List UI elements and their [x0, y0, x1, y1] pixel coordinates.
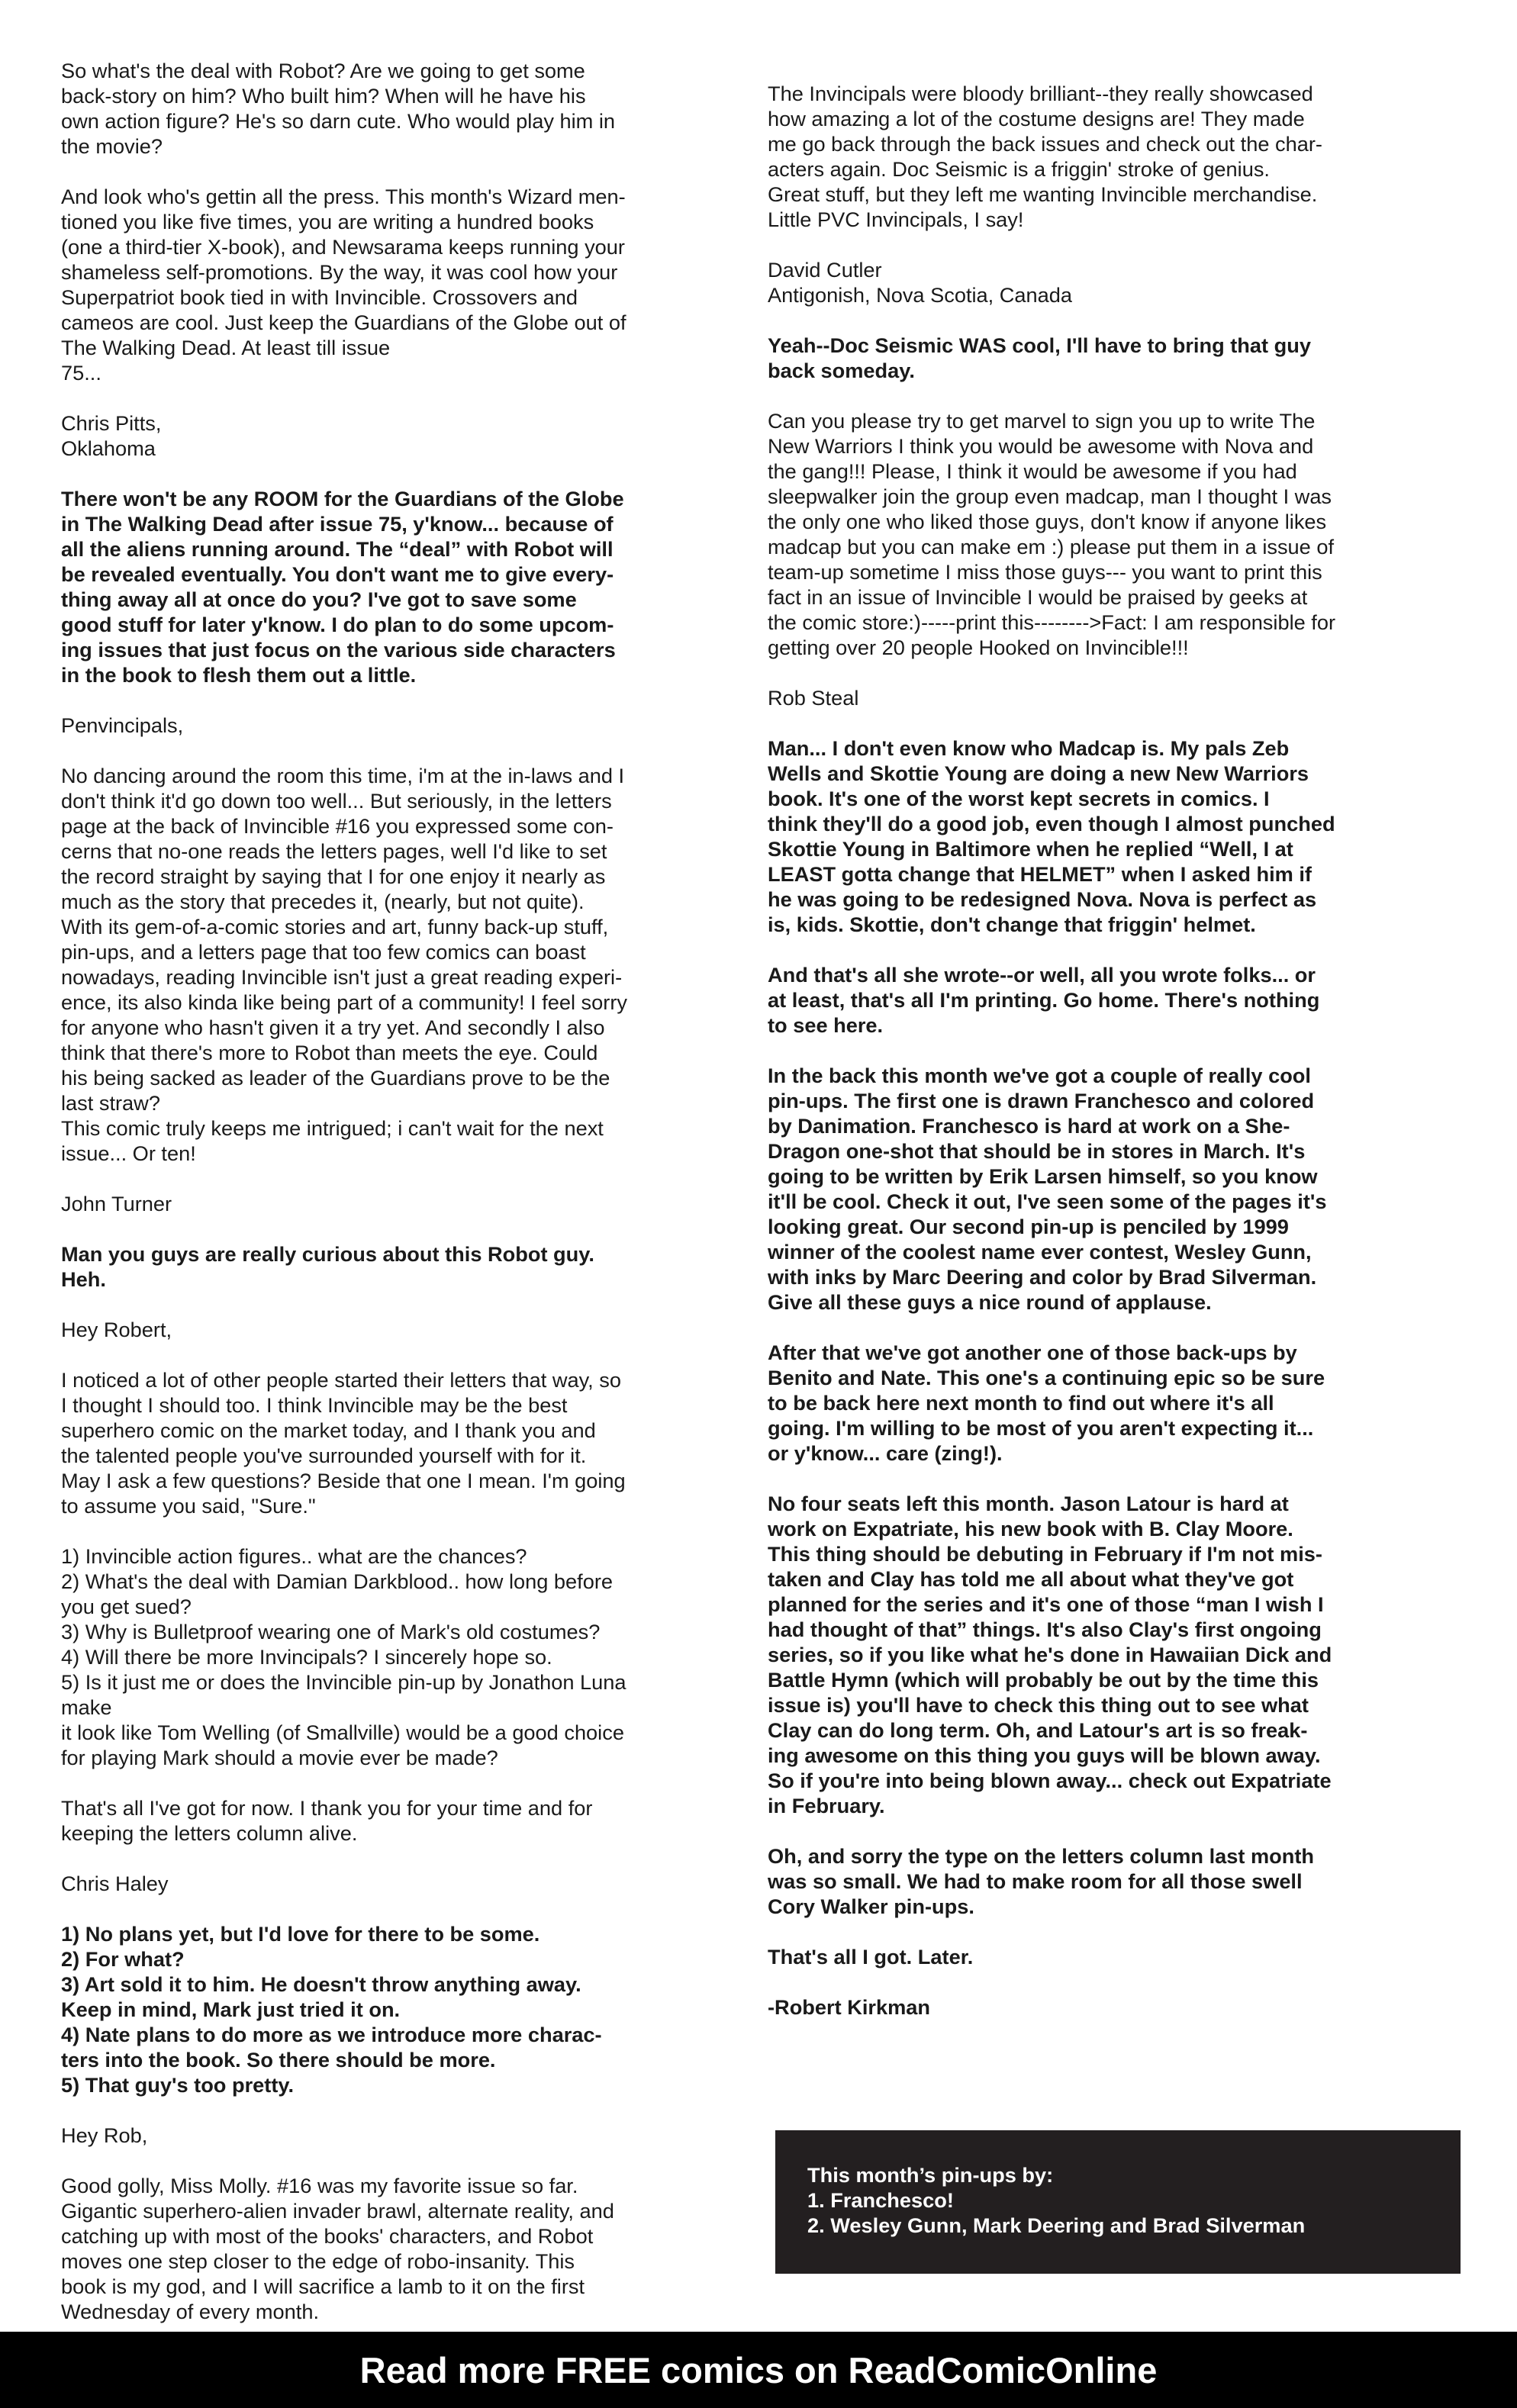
text-line: Chris Haley [61, 1872, 169, 1895]
text-line: pin-ups. The first one is drawn Franchesco and colored [768, 1089, 1315, 1112]
text-line: me go back through the back issues and check out the char- [768, 132, 1322, 156]
text-line: much as the story that precedes it, (nearly, but not quite). [61, 890, 585, 913]
text-line: Antigonish, Nova Scotia, Canada [768, 283, 1072, 307]
text-line: how amazing a lot of the costume designs are! They made [768, 107, 1305, 130]
text-line: Skottie Young in Baltimore when he replied “Well, I at [768, 837, 1293, 861]
text-line: No four seats left this month. Jason Latour is hard at [768, 1492, 1289, 1515]
text-line: That's all I've got for now. I thank you for your time and for [61, 1796, 593, 1820]
letter-paragraph [61, 58, 733, 159]
text-line: There won't be any ROOM for the Guardians of the Globe [61, 487, 624, 510]
text-line: the comic store:)-----print this-------->Fact: I am responsible for [768, 610, 1336, 634]
text-line: Man... I don't even know who Madcap is. My pals Zeb [768, 736, 1290, 760]
text-line: to assume you said, "Sure." [61, 1494, 316, 1518]
text-line: the gang!!! Please, I think it would be awesome if you had [768, 459, 1297, 483]
text-line: at least, that's all I'm printing. Go home. There's nothing [768, 988, 1320, 1012]
text-line: think that there's more to Robot than meets the eye. Could [61, 1041, 598, 1064]
text-line: 2) What's the deal with Damian Darkblood.. how long before [61, 1569, 614, 1593]
text-line: I noticed a lot of other people started their letters that way, so [61, 1368, 621, 1392]
text-line: with inks by Marc Deering and color by Brad Silverman. [768, 1265, 1317, 1289]
text-line: 1) Invincible action figures.. what are the chances? [61, 1544, 527, 1568]
text-line: Wednesday of every month. [61, 2300, 320, 2323]
text-line: pin-ups, and a letters page that too few comics can boast [61, 940, 586, 964]
text-line: last straw? [61, 1091, 160, 1115]
text-line: the only one who liked those guys, don't know if anyone likes [768, 510, 1327, 533]
letter-paragraph [768, 685, 1439, 710]
letter-paragraph [61, 2123, 733, 2148]
text-line: Great stuff, but they left me wanting Invincible merchandise. [768, 182, 1318, 206]
text-line: the movie? [61, 134, 163, 158]
text-line: keeping the letters column alive. [61, 1821, 358, 1845]
text-line: Hey Rob, [61, 2123, 148, 2147]
pinup-credit-2: 2. Wesley Gunn, Mark Deering and Brad Silverman [807, 2213, 1306, 2237]
text-line: 75... [61, 361, 101, 385]
text-line: And look who's gettin all the press. This month's Wizard men- [61, 185, 626, 208]
text-line: going to be written by Erik Larsen himself, so you know [768, 1164, 1318, 1188]
text-line: it'll be cool. Check it out, I've seen some of the pages it's [768, 1190, 1327, 1213]
text-line: back-story on him? Who built him? When will he have his [61, 84, 586, 108]
text-line: is, kids. Skottie, don't change that friggin' helmet. [768, 913, 1256, 936]
letter-paragraph [61, 410, 733, 461]
text-line: Dragon one-shot that should be in stores in March. It's [768, 1139, 1306, 1163]
letter-paragraph [61, 1191, 733, 1216]
editor-response [768, 736, 1439, 937]
footer-link-text[interactable]: Read more FREE comics on ReadComicOnline [359, 2349, 1158, 2390]
text-line: -Robert Kirkman [768, 1995, 930, 2019]
text-line: With its gem-of-a-comic stories and art, funny back-up stuff, [61, 915, 609, 938]
letter-paragraph [61, 713, 733, 738]
text-line: had thought of that” things. It's also Clay's first ongoing [768, 1618, 1322, 1641]
text-line: tioned you like five times, you are writing a hundred books [61, 210, 594, 233]
text-line: 4) Will there be more Invincipals? I sincerely hope so. [61, 1645, 552, 1669]
left-letters-column [61, 58, 733, 2324]
text-line: own action figure? He's so darn cute. Who would play him in [61, 109, 616, 133]
letter-paragraph [61, 184, 733, 385]
text-line: After that we've got another one of those back-ups by [768, 1341, 1297, 1364]
text-line: book is my god, and I will sacrifice a lamb to it on the first [61, 2274, 585, 2298]
text-line: Superpatriot book tied in with Invincible. Crossovers and [61, 285, 578, 309]
letter-paragraph [61, 1367, 733, 1518]
text-line: Hey Robert, [61, 1318, 172, 1341]
text-line: cerns that no-one reads the letters pages, well I'd like to set [61, 839, 607, 863]
text-line: issue... Or ten! [61, 1141, 196, 1165]
text-line: In the back this month we've got a couple of really cool [768, 1064, 1311, 1087]
text-line: getting over 20 people Hooked on Invincible!!! [768, 636, 1189, 659]
text-line: 1) No plans yet, but I'd love for there to be some. [61, 1922, 540, 1946]
text-line: looking great. Our second pin-up is penciled by 1999 [768, 1215, 1289, 1238]
text-line: Oklahoma [61, 436, 156, 460]
text-line: for anyone who hasn't given it a try yet. And secondly I also [61, 1016, 605, 1039]
text-line: don't think it'd go down too well... But seriously, in the letters [61, 789, 612, 813]
text-line: Penvincipals, [61, 713, 184, 737]
editor-response [768, 1491, 1439, 1818]
text-line: ing awesome on this thing you guys will be blown away. [768, 1743, 1321, 1767]
text-line: (one a third-tier X-book), and Newsarama keeps running your [61, 235, 625, 259]
text-line: Good golly, Miss Molly. #16 was my favorite issue so far. [61, 2174, 578, 2197]
text-line: 3) Art sold it to him. He doesn't throw anything away. [61, 1972, 581, 1996]
footer-banner [0, 2332, 1517, 2408]
text-line: the talented people you've surrounded yourself with for it. [61, 1444, 587, 1467]
pinup-credits-box [775, 2130, 1461, 2274]
editor-response [61, 486, 733, 687]
editor-response [768, 1063, 1439, 1315]
text-line: I thought I should too. I think Invincible may be the best [61, 1393, 568, 1417]
pinup-credit-1: 1. Franchesco! [807, 2188, 954, 2212]
text-line: Yeah--Doc Seismic WAS cool, I'll have to bring that guy [768, 333, 1311, 357]
text-line: it look like Tom Welling (of Smallville) would be a good choice [61, 1721, 624, 1744]
editor-response [768, 1340, 1439, 1466]
text-line: the record straight by saying that I for one enjoy it nearly as [61, 864, 606, 888]
text-line: Man you guys are really curious about this Robot guy. [61, 1242, 594, 1266]
text-line: to be back here next month to find out where it's all [768, 1391, 1274, 1415]
editor-response [768, 962, 1439, 1038]
text-line: So what's the deal with Robot? Are we going to get some [61, 59, 585, 82]
editor-response [768, 1994, 1439, 2020]
text-line: 4) Nate plans to do more as we introduce more charac- [61, 2023, 602, 2046]
text-line: This thing should be debuting in February if I'm not mis- [768, 1542, 1322, 1566]
text-line: or y'know... care (zing!). [768, 1441, 1003, 1465]
letter-paragraph [768, 257, 1439, 307]
text-line: David Cutler [768, 258, 882, 282]
text-line: So if you're into being blown away... check out Expatriate [768, 1769, 1332, 1792]
text-line: all the aliens running around. The “deal” with Robot will [61, 537, 614, 561]
text-line: in the book to flesh them out a little. [61, 663, 417, 687]
text-line: for playing Mark should a movie ever be made? [61, 1746, 498, 1769]
text-line: No dancing around the room this time, i'm at the in-laws and I [61, 764, 625, 787]
text-line: ence, its also kinda like being part of a community! I feel sorry [61, 990, 627, 1014]
text-line: was so small. We had to make room for all those swell [768, 1869, 1303, 1893]
text-line: Benito and Nate. This one's a continuing epic so be sure [768, 1366, 1325, 1389]
text-line: Battle Hymn (which will probably be out by the time this [768, 1668, 1319, 1692]
text-line: 3) Why is Bulletproof wearing one of Mark's old costumes? [61, 1620, 601, 1643]
editor-response [768, 1944, 1439, 1969]
editor-response [61, 1241, 733, 1292]
text-line: acters again. Doc Seismic is a friggin' stroke of genius. [768, 157, 1270, 181]
text-line: in February. [768, 1794, 885, 1817]
text-line: ing issues that just focus on the various side characters [61, 638, 616, 662]
text-line: Give all these guys a nice round of applause. [768, 1290, 1212, 1314]
text-line: May I ask a few questions? Beside that one I mean. I'm going [61, 1469, 626, 1492]
text-line: planned for the series and it's one of those “man I wish I [768, 1592, 1324, 1616]
text-line: in The Walking Dead after issue 75, y'know... because of [61, 512, 614, 536]
text-line: 5) That guy's too pretty. [61, 2073, 295, 2097]
text-line: sleepwalker join the group even madcap, man I thought I was [768, 484, 1332, 508]
text-line: make [61, 1695, 112, 1719]
text-line: you get sued? [61, 1595, 192, 1618]
text-line: going. I'm willing to be most of you aren't expecting it... [768, 1416, 1314, 1440]
text-line: New Warriors I think you would be awesome with Nova and [768, 434, 1314, 458]
text-line: Little PVC Invincipals, I say! [768, 208, 1024, 231]
letter-paragraph [61, 1544, 733, 1770]
text-line: taken and Clay has told me all about what they've got [768, 1567, 1294, 1591]
text-line: ters into the book. So there should be more. [61, 2048, 496, 2072]
text-line: Chris Pitts, [61, 411, 162, 435]
text-line: catching up with most of the books' characters, and Robot [61, 2224, 594, 2248]
text-line: Can you please try to get marvel to sign you up to write The [768, 409, 1316, 433]
text-line: team-up sometime I miss those guys--- you want to print this [768, 560, 1322, 584]
text-line: Oh, and sorry the type on the letters column last month [768, 1844, 1315, 1868]
text-line: be revealed eventually. You don't want me to give every- [61, 562, 614, 586]
letter-paragraph [61, 2173, 733, 2324]
text-line: And that's all she wrote--or well, all you wrote folks... or [768, 963, 1316, 987]
text-line: Wells and Skottie Young are doing a new New Warriors [768, 761, 1309, 785]
text-line: Clay can do long term. Oh, and Latour's art is so freak- [768, 1718, 1308, 1742]
letter-paragraph [61, 763, 733, 1166]
text-line: The Walking Dead. At least till issue [61, 336, 391, 359]
text-line: book. It's one of the worst kept secrets in comics. I [768, 787, 1270, 810]
pinup-heading: This month’s pin-ups by: [807, 2163, 1054, 2187]
text-line: moves one step closer to the edge of robo-insanity. This [61, 2249, 575, 2273]
text-line: That's all I got. Later. [768, 1945, 974, 1969]
text-line: LEAST gotta change that HELMET” when I asked him if [768, 862, 1312, 886]
text-line: shameless self-promotions. By the way, it was cool how your [61, 260, 618, 284]
text-line: thing away all at once do you? I've got to save some [61, 588, 577, 611]
text-line: back someday. [768, 359, 915, 382]
editor-response [61, 1921, 733, 2097]
letter-paragraph [768, 408, 1439, 660]
text-line: issue is) you'll have to check this thing out to see what [768, 1693, 1309, 1717]
right-letters-column [768, 81, 1439, 2020]
text-line: think they'll do a good job, even though I almost punched [768, 812, 1335, 835]
text-line: John Turner [61, 1192, 172, 1215]
letter-paragraph [61, 1795, 733, 1846]
text-line: nowadays, reading Invincible isn't just a great reading experi- [61, 965, 623, 989]
text-line: Cory Walker pin-ups. [768, 1895, 974, 1918]
text-line: work on Expatriate, his new book with B. Clay Moore. [768, 1517, 1293, 1540]
editor-response [768, 333, 1439, 383]
text-line: winner of the coolest name ever contest, Wesley Gunn, [768, 1240, 1312, 1264]
text-line: Heh. [61, 1267, 106, 1291]
text-line: good stuff for later y'know. I do plan to do some upcom- [61, 613, 614, 636]
text-line: page at the back of Invincible #16 you expressed some con- [61, 814, 614, 838]
text-line: cameos are cool. Just keep the Guardians of the Globe out of [61, 311, 626, 334]
letter-paragraph [61, 1317, 733, 1342]
text-line: 2) For what? [61, 1947, 185, 1971]
text-line: his being sacked as leader of the Guardians prove to be the [61, 1066, 610, 1090]
text-line: Rob Steal [768, 686, 859, 710]
text-line: 5) Is it just me or does the Invincible pin-up by Jonathon Luna [61, 1670, 626, 1694]
editor-response [768, 1843, 1439, 1919]
text-line: This comic truly keeps me intrigued; i can't wait for the next [61, 1116, 604, 1140]
letter-paragraph [61, 1871, 733, 1896]
text-line: by Danimation. Franchesco is hard at work on a She- [768, 1114, 1290, 1138]
text-line: fact in an issue of Invincible I would be praised by geeks at [768, 585, 1308, 609]
text-line: to see here. [768, 1013, 884, 1037]
text-line: Keep in mind, Mark just tried it on. [61, 1998, 401, 2021]
text-line: superhero comic on the market today, and I thank you and [61, 1418, 596, 1442]
text-line: Gigantic superhero-alien invader brawl, alternate reality, and [61, 2199, 614, 2223]
text-line: he was going to be redesigned Nova. Nova is perfect as [768, 887, 1317, 911]
text-line: series, so if you like what he's done in Hawaiian Dick and [768, 1643, 1332, 1666]
text-line: The Invincipals were bloody brilliant--they really showcased [768, 82, 1313, 105]
letter-paragraph [768, 81, 1439, 232]
text-line: madcap but you can make em :) please put them in a issue of [768, 535, 1335, 559]
